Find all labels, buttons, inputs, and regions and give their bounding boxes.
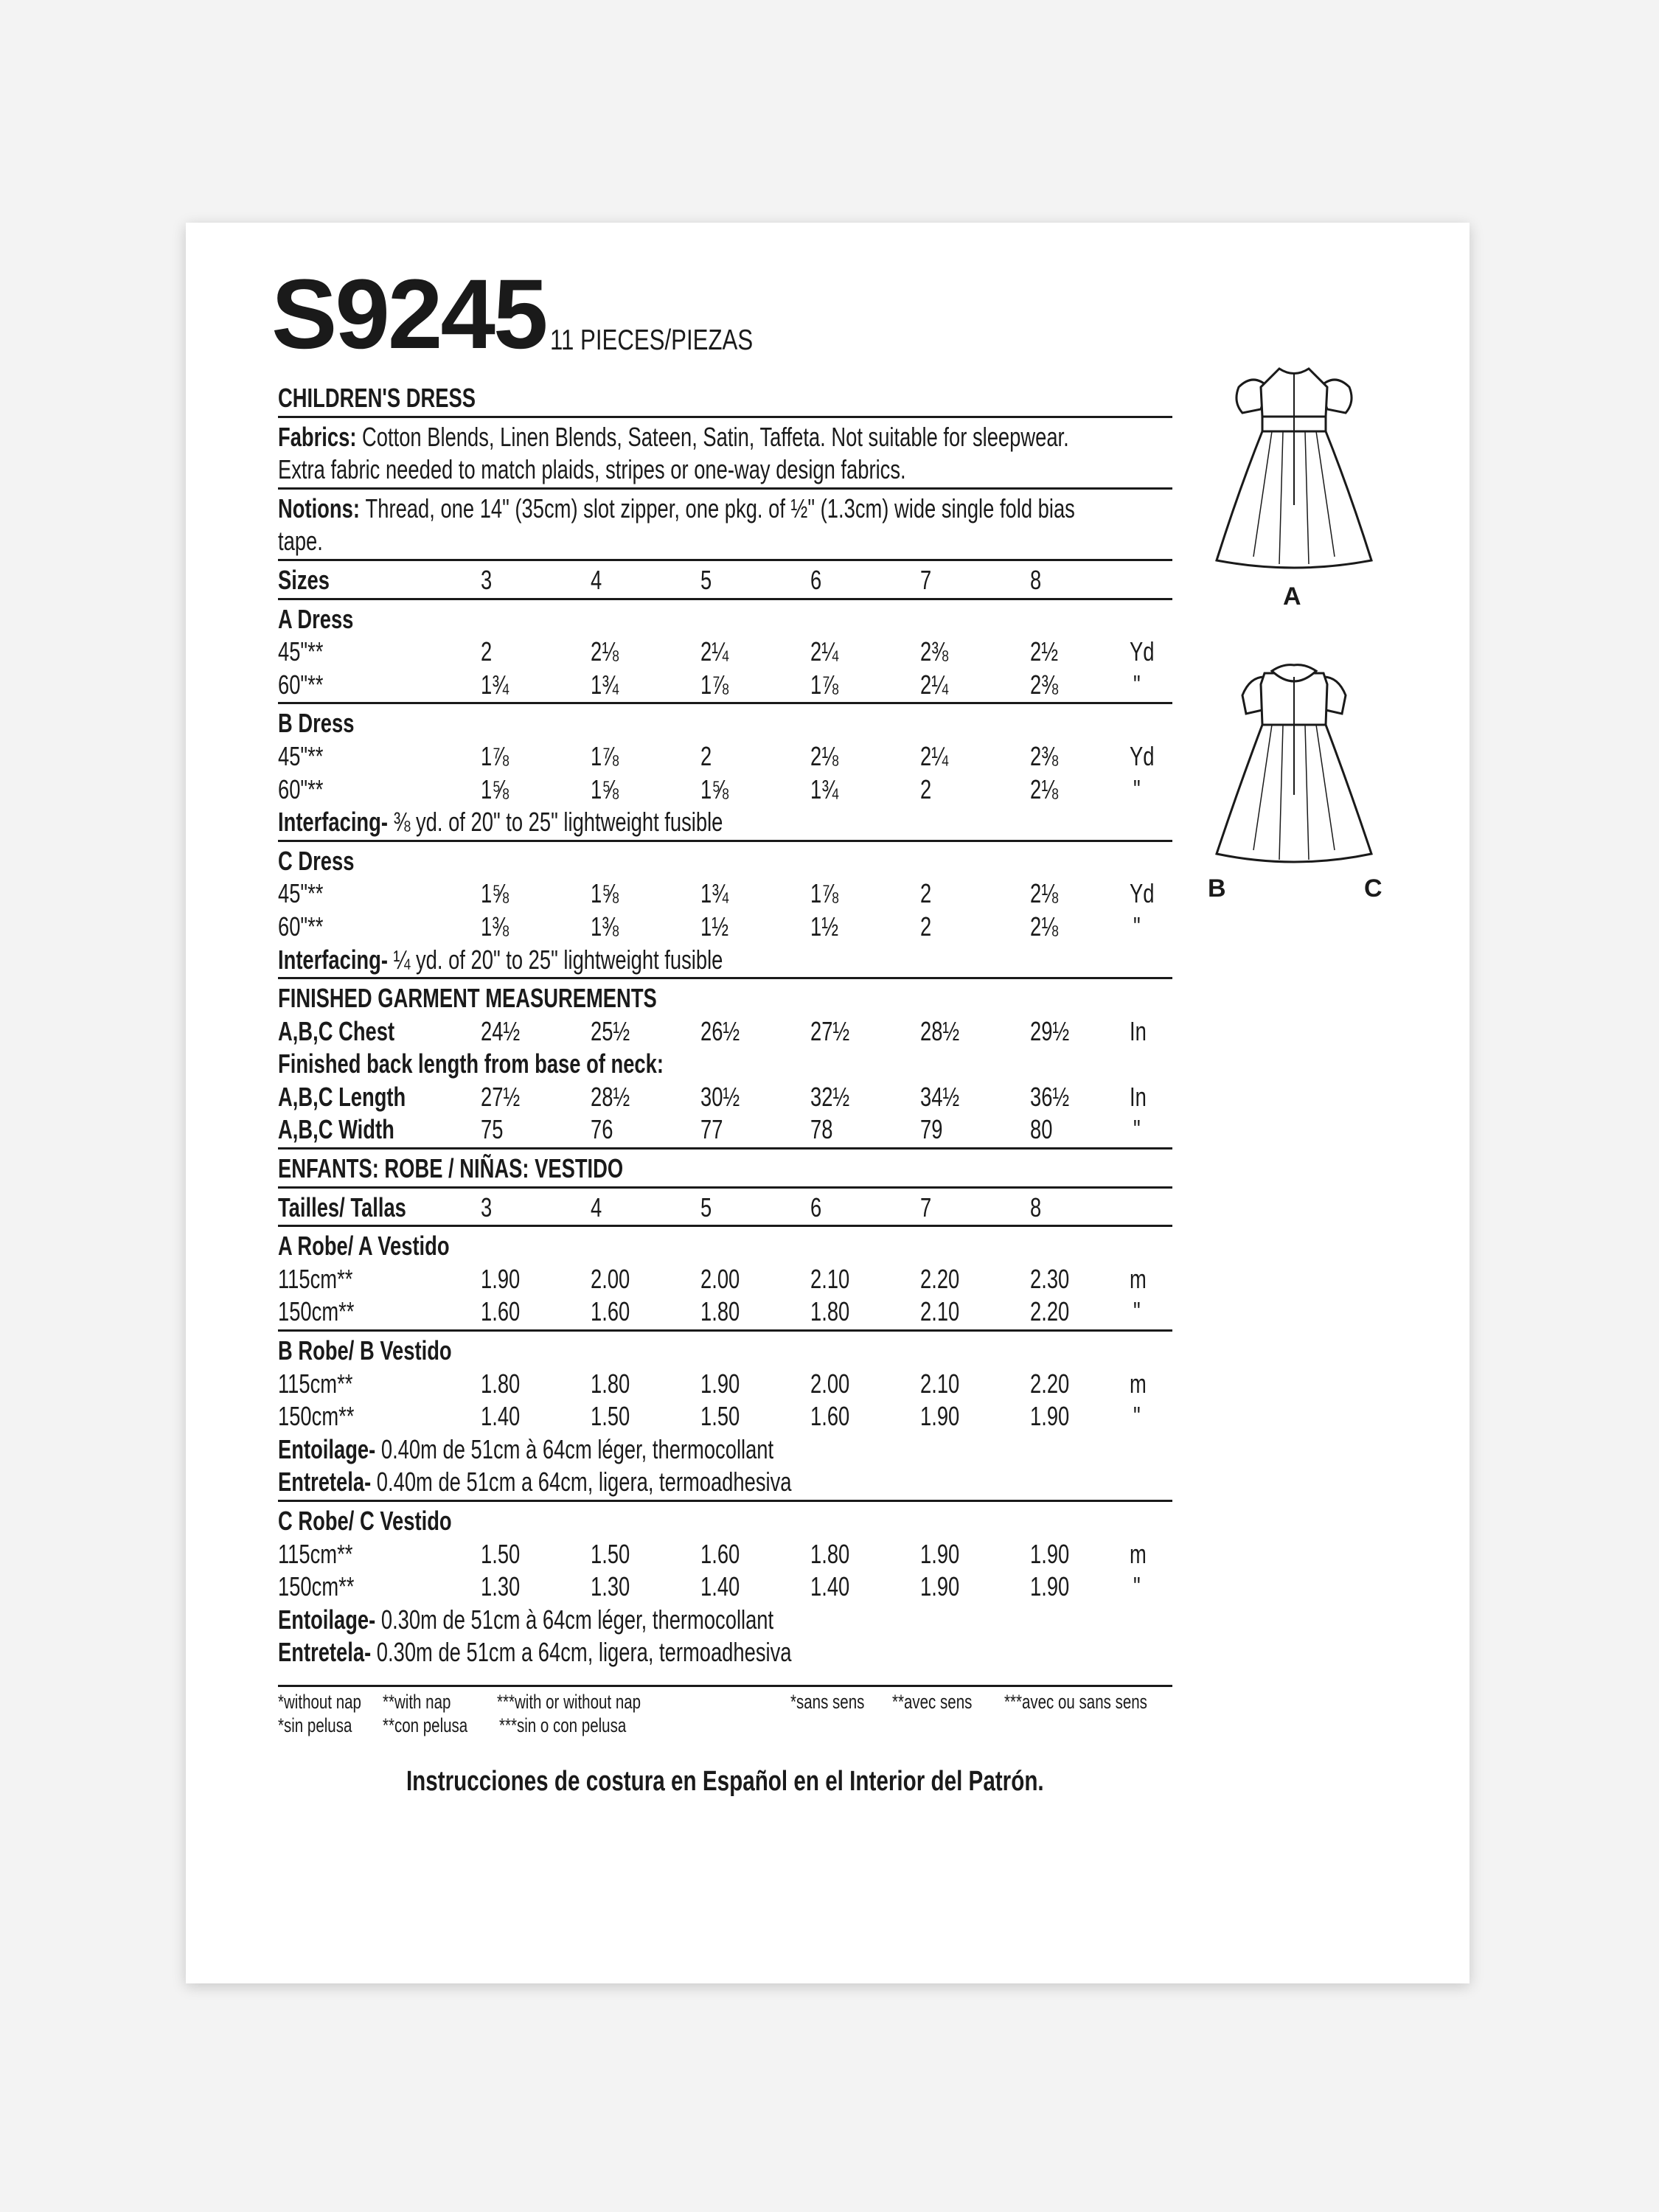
section-heading [278,1334,1172,1367]
cell-size-6: 1⅞ [810,669,839,700]
cell-size-3: 1.40 [481,1401,521,1432]
cell-size-7: 7 [920,564,932,595]
text-line: Interfacing- ⅜ yd. of 20" to 25" lightweight fusible [278,807,723,838]
unit: " [1133,773,1141,804]
section-heading [278,1504,1172,1537]
text-label: Notions: [278,493,366,524]
heading-text: CHILDREN'S DRESS [278,383,476,413]
cell-size-3: 1.60 [481,1296,521,1327]
cell-size-4: 1.50 [591,1538,630,1569]
cell-size-8: 2.20 [1030,1368,1070,1399]
unit: m [1130,1263,1147,1294]
section-heading [278,381,1172,414]
cell-size-6: 1.40 [810,1571,850,1602]
footnote: ***sin o con pelusa [499,1714,627,1736]
row-label: 115cm** [278,1263,353,1294]
heading-text: C Dress [278,845,355,876]
cell-size-6: 1.80 [810,1296,850,1327]
heading-text: B Robe/ B Vestido [278,1335,452,1366]
cell-size-3: 24½ [481,1015,521,1046]
text-label: Interfacing- [278,807,394,838]
text-label: Entoilage- [278,1604,381,1635]
cell-size-4: 2⅛ [591,636,619,667]
cell-size-5: 1½ [700,911,729,942]
cell-size-5: 30½ [700,1081,740,1112]
section-heading [278,706,1172,740]
footnote-row [278,1689,1172,1713]
cell-size-8: 8 [1030,564,1042,595]
cell-size-3: 2 [481,636,493,667]
cell-size-6: 1½ [810,911,839,942]
cell-size-3: 1.90 [481,1263,521,1294]
section-heading [278,602,1172,636]
section-heading [278,1229,1172,1262]
cell-size-6: 2.10 [810,1263,850,1294]
cell-size-3: 1⅞ [481,740,509,771]
section-heading [278,844,1172,877]
row-label: 45"** [278,636,324,667]
text-row [278,805,1172,838]
section-heading [278,1047,1172,1080]
text-label: Fabrics: [278,421,363,452]
cell-size-7: 2 [920,911,932,942]
divider [278,597,1172,602]
table-row [278,910,1172,943]
divider [278,1146,1172,1152]
cell-size-4: 25½ [591,1015,630,1046]
text-line: Extra fabric needed to match plaids, stripes or one-way design fabrics. [278,454,906,485]
cell-size-5: 5 [700,1192,712,1222]
text-row [278,1465,1172,1498]
text-row [278,943,1172,976]
cell-size-8: 29½ [1030,1015,1070,1046]
cell-size-4: 1⅝ [591,878,619,909]
cell-size-3: 75 [481,1114,504,1145]
text-label: Entretela- [278,1467,377,1498]
row-label: 115cm** [278,1368,353,1399]
text-label: Interfacing- [278,944,394,975]
cell-size-3: 3 [481,564,493,595]
divider [278,975,1172,981]
table-row [278,1080,1172,1113]
heading-text: C Robe/ C Vestido [278,1506,452,1536]
unit: " [1133,911,1141,942]
cell-size-7: 1.90 [920,1401,960,1432]
view-b-label: B [1208,874,1226,902]
text-line: Notions: Thread, one 14" (35cm) slot zipper, one pkg. of ½" (1.3cm) wide single fold bias [278,493,1075,524]
footnote: ***avec ou sans sens [1004,1690,1147,1713]
cell-size-4: 1.60 [591,1296,630,1327]
footnote: *sin pelusa [278,1714,352,1736]
cell-size-5: 1.60 [700,1538,740,1569]
spanish-instructions-note: Instrucciones de costura en Español en el Interior del Patrón. [406,1766,1044,1797]
text-line: Interfacing- ¼ yd. of 20" to 25" lightweight fusible [278,944,723,975]
view-c-label: C [1364,874,1382,902]
row-label: 45"** [278,878,324,909]
cell-size-7: 34½ [920,1081,960,1112]
cell-size-6: 6 [810,1192,822,1222]
cell-size-4: 1¾ [591,669,619,700]
cell-size-4: 1.80 [591,1368,630,1399]
text-row [278,1433,1172,1466]
cell-size-5: 1¾ [700,878,729,909]
text-label: Entoilage- [278,1433,381,1464]
unit: " [1133,1114,1141,1145]
pattern-number: S9245 [271,260,546,369]
cell-size-7: 2 [920,773,932,804]
footnote: *without nap [278,1690,361,1713]
cell-size-7: 2¼ [920,740,949,771]
text-row [278,492,1172,525]
cell-size-3: 1.50 [481,1538,521,1569]
cell-size-7: 2.20 [920,1263,960,1294]
text-line: Entretela- 0.40m de 51cm a 64cm, ligera, termoadhesiva [278,1467,792,1498]
cell-size-8: 2⅜ [1030,669,1059,700]
cell-size-5: 1.40 [700,1571,740,1602]
divider [278,414,1172,420]
table-row [278,740,1172,773]
unit: In [1130,1015,1147,1046]
cell-size-3: 1.80 [481,1368,521,1399]
cell-size-7: 2⅜ [920,636,949,667]
cell-size-4: 1⅝ [591,773,619,804]
table-row [278,1262,1172,1295]
cell-size-7: 1.90 [920,1538,960,1569]
cell-size-3: 3 [481,1192,493,1222]
cell-size-8: 36½ [1030,1081,1070,1112]
cell-size-7: 2 [920,878,932,909]
text-line: Fabrics: Cotton Blends, Linen Blends, Sateen, Satin, Taffeta. Not suitable for sleepwear. [278,421,1069,452]
table-row [278,1113,1172,1146]
row-label: Sizes [278,564,330,595]
row-label: 150cm** [278,1296,355,1327]
cell-size-8: 2⅜ [1030,740,1059,771]
unit: m [1130,1368,1147,1399]
cell-size-6: 27½ [810,1015,850,1046]
row-label: 60"** [278,669,324,700]
table-row [278,1295,1172,1328]
row-label: 150cm** [278,1571,355,1602]
cell-size-3: 1¾ [481,669,509,700]
cell-size-5: 1.50 [700,1401,740,1432]
cell-size-4: 1⅞ [591,740,619,771]
cell-size-8: 2.20 [1030,1296,1070,1327]
cell-size-4: 76 [591,1114,613,1145]
divider [278,1498,1172,1504]
cell-size-3: 27½ [481,1081,521,1112]
cell-size-6: 2.00 [810,1368,850,1399]
unit: " [1133,1571,1141,1602]
cell-size-8: 80 [1030,1114,1053,1145]
cell-size-7: 2¼ [920,669,949,700]
row-label: A,B,C Width [278,1114,394,1145]
text-line: Entoilage- 0.30m de 51cm à 64cm léger, thermocollant [278,1604,774,1635]
table-row [278,1191,1172,1224]
text-row [278,453,1172,486]
divider [278,557,1172,563]
table-row [278,1570,1172,1603]
text-line: tape. [278,526,323,557]
view-a-label: A [1283,582,1301,611]
cell-size-4: 4 [591,1192,602,1222]
cell-size-8: 2⅛ [1030,773,1059,804]
heading-text: A Dress [278,603,354,634]
table-row [278,773,1172,806]
divider [278,1185,1172,1191]
text-row [278,1635,1172,1669]
footnote: ***with or without nap [497,1690,641,1713]
divider [278,486,1172,492]
heading-text: A Robe/ A Vestido [278,1231,450,1262]
divider [278,1683,1172,1689]
cell-size-5: 1.80 [700,1296,740,1327]
yardage-chart [278,381,1172,1736]
unit: Yd [1130,878,1155,909]
text-row [278,420,1172,453]
cell-size-8: 2⅛ [1030,911,1059,942]
cell-size-3: 1⅝ [481,878,509,909]
cell-size-5: 2¼ [700,636,729,667]
row-label: Tailles/ Tallas [278,1192,406,1222]
table-row [278,1537,1172,1571]
unit: " [1133,1401,1141,1432]
text-row [278,524,1172,557]
piece-count: 11 PIECES/PIEZAS [550,324,754,356]
cell-size-5: 26½ [700,1015,740,1046]
cell-size-7: 1.90 [920,1571,960,1602]
cell-size-3: 1⅜ [481,911,509,942]
cell-size-6: 1.60 [810,1401,850,1432]
row-label: A,B,C Length [278,1081,406,1112]
heading-text: FINISHED GARMENT MEASUREMENTS [278,983,657,1014]
cell-size-6: 32½ [810,1081,850,1112]
unit: Yd [1130,636,1155,667]
cell-size-8: 2.30 [1030,1263,1070,1294]
cell-size-6: 1¾ [810,773,839,804]
divider [278,1223,1172,1229]
footnote: **avec sens [892,1690,973,1713]
cell-size-6: 78 [810,1114,833,1145]
cell-size-4: 2.00 [591,1263,630,1294]
table-row [278,877,1172,910]
table-row [278,635,1172,668]
cell-size-7: 7 [920,1192,932,1222]
cell-size-6: 2¼ [810,636,839,667]
cell-size-6: 2⅛ [810,740,839,771]
dress-view-a-illustration [1209,358,1379,575]
cell-size-4: 4 [591,564,602,595]
cell-size-7: 2.10 [920,1368,960,1399]
cell-size-8: 1.90 [1030,1571,1070,1602]
text-line: Entoilage- 0.40m de 51cm à 64cm léger, thermocollant [278,1433,774,1464]
table-row [278,563,1172,597]
cell-size-5: 2 [700,740,712,771]
row-label: 115cm** [278,1538,353,1569]
cell-size-8: 1.90 [1030,1401,1070,1432]
unit: " [1133,1296,1141,1327]
unit: Yd [1130,740,1155,771]
cell-size-8: 8 [1030,1192,1042,1222]
cell-size-5: 1.90 [700,1368,740,1399]
cell-size-7: 2.10 [920,1296,960,1327]
section-heading [278,1152,1172,1185]
row-label: 150cm** [278,1401,355,1432]
cell-size-4: 1⅜ [591,911,619,942]
cell-size-7: 79 [920,1114,943,1145]
cell-size-3: 1.30 [481,1571,521,1602]
section-heading [278,981,1172,1015]
cell-size-5: 5 [700,564,712,595]
cell-size-4: 1.50 [591,1401,630,1432]
table-row [278,1399,1172,1433]
cell-size-5: 1⅝ [700,773,729,804]
row-label: 45"** [278,740,324,771]
text-line: Entretela- 0.30m de 51cm a 64cm, ligera, termoadhesiva [278,1637,792,1668]
row-label: 60"** [278,773,324,804]
spacer [278,1669,1172,1683]
text-row [278,1603,1172,1636]
cell-size-5: 2.00 [700,1263,740,1294]
cell-size-5: 1⅞ [700,669,729,700]
cell-size-8: 2½ [1030,636,1059,667]
footnote: *sans sens [790,1690,865,1713]
cell-size-4: 28½ [591,1081,630,1112]
cell-size-3: 1⅝ [481,773,509,804]
divider [278,838,1172,844]
heading-text: ENFANTS: ROBE / NIÑAS: VESTIDO [278,1153,624,1184]
cell-size-8: 1.90 [1030,1538,1070,1569]
footnote: **with nap [383,1690,451,1713]
footnote-row [278,1713,1172,1736]
unit: In [1130,1081,1147,1112]
text-label: Entretela- [278,1637,377,1668]
cell-size-4: 1.30 [591,1571,630,1602]
cell-size-7: 28½ [920,1015,960,1046]
table-row [278,1367,1172,1400]
heading-text: B Dress [278,708,355,739]
divider [278,1328,1172,1334]
heading-text: Finished back length from base of neck: [278,1048,664,1079]
cell-size-6: 1⅞ [810,878,839,909]
cell-size-5: 77 [700,1114,723,1145]
unit: " [1133,669,1141,700]
table-row [278,668,1172,701]
divider [278,700,1172,706]
cell-size-6: 1.80 [810,1538,850,1569]
row-label: A,B,C Chest [278,1015,395,1046]
cell-size-8: 2⅛ [1030,878,1059,909]
row-label: 60"** [278,911,324,942]
footnote: **con pelusa [383,1714,468,1736]
table-row [278,1015,1172,1048]
cell-size-6: 6 [810,564,822,595]
dress-view-b-c-illustration [1209,655,1379,870]
unit: m [1130,1538,1147,1569]
